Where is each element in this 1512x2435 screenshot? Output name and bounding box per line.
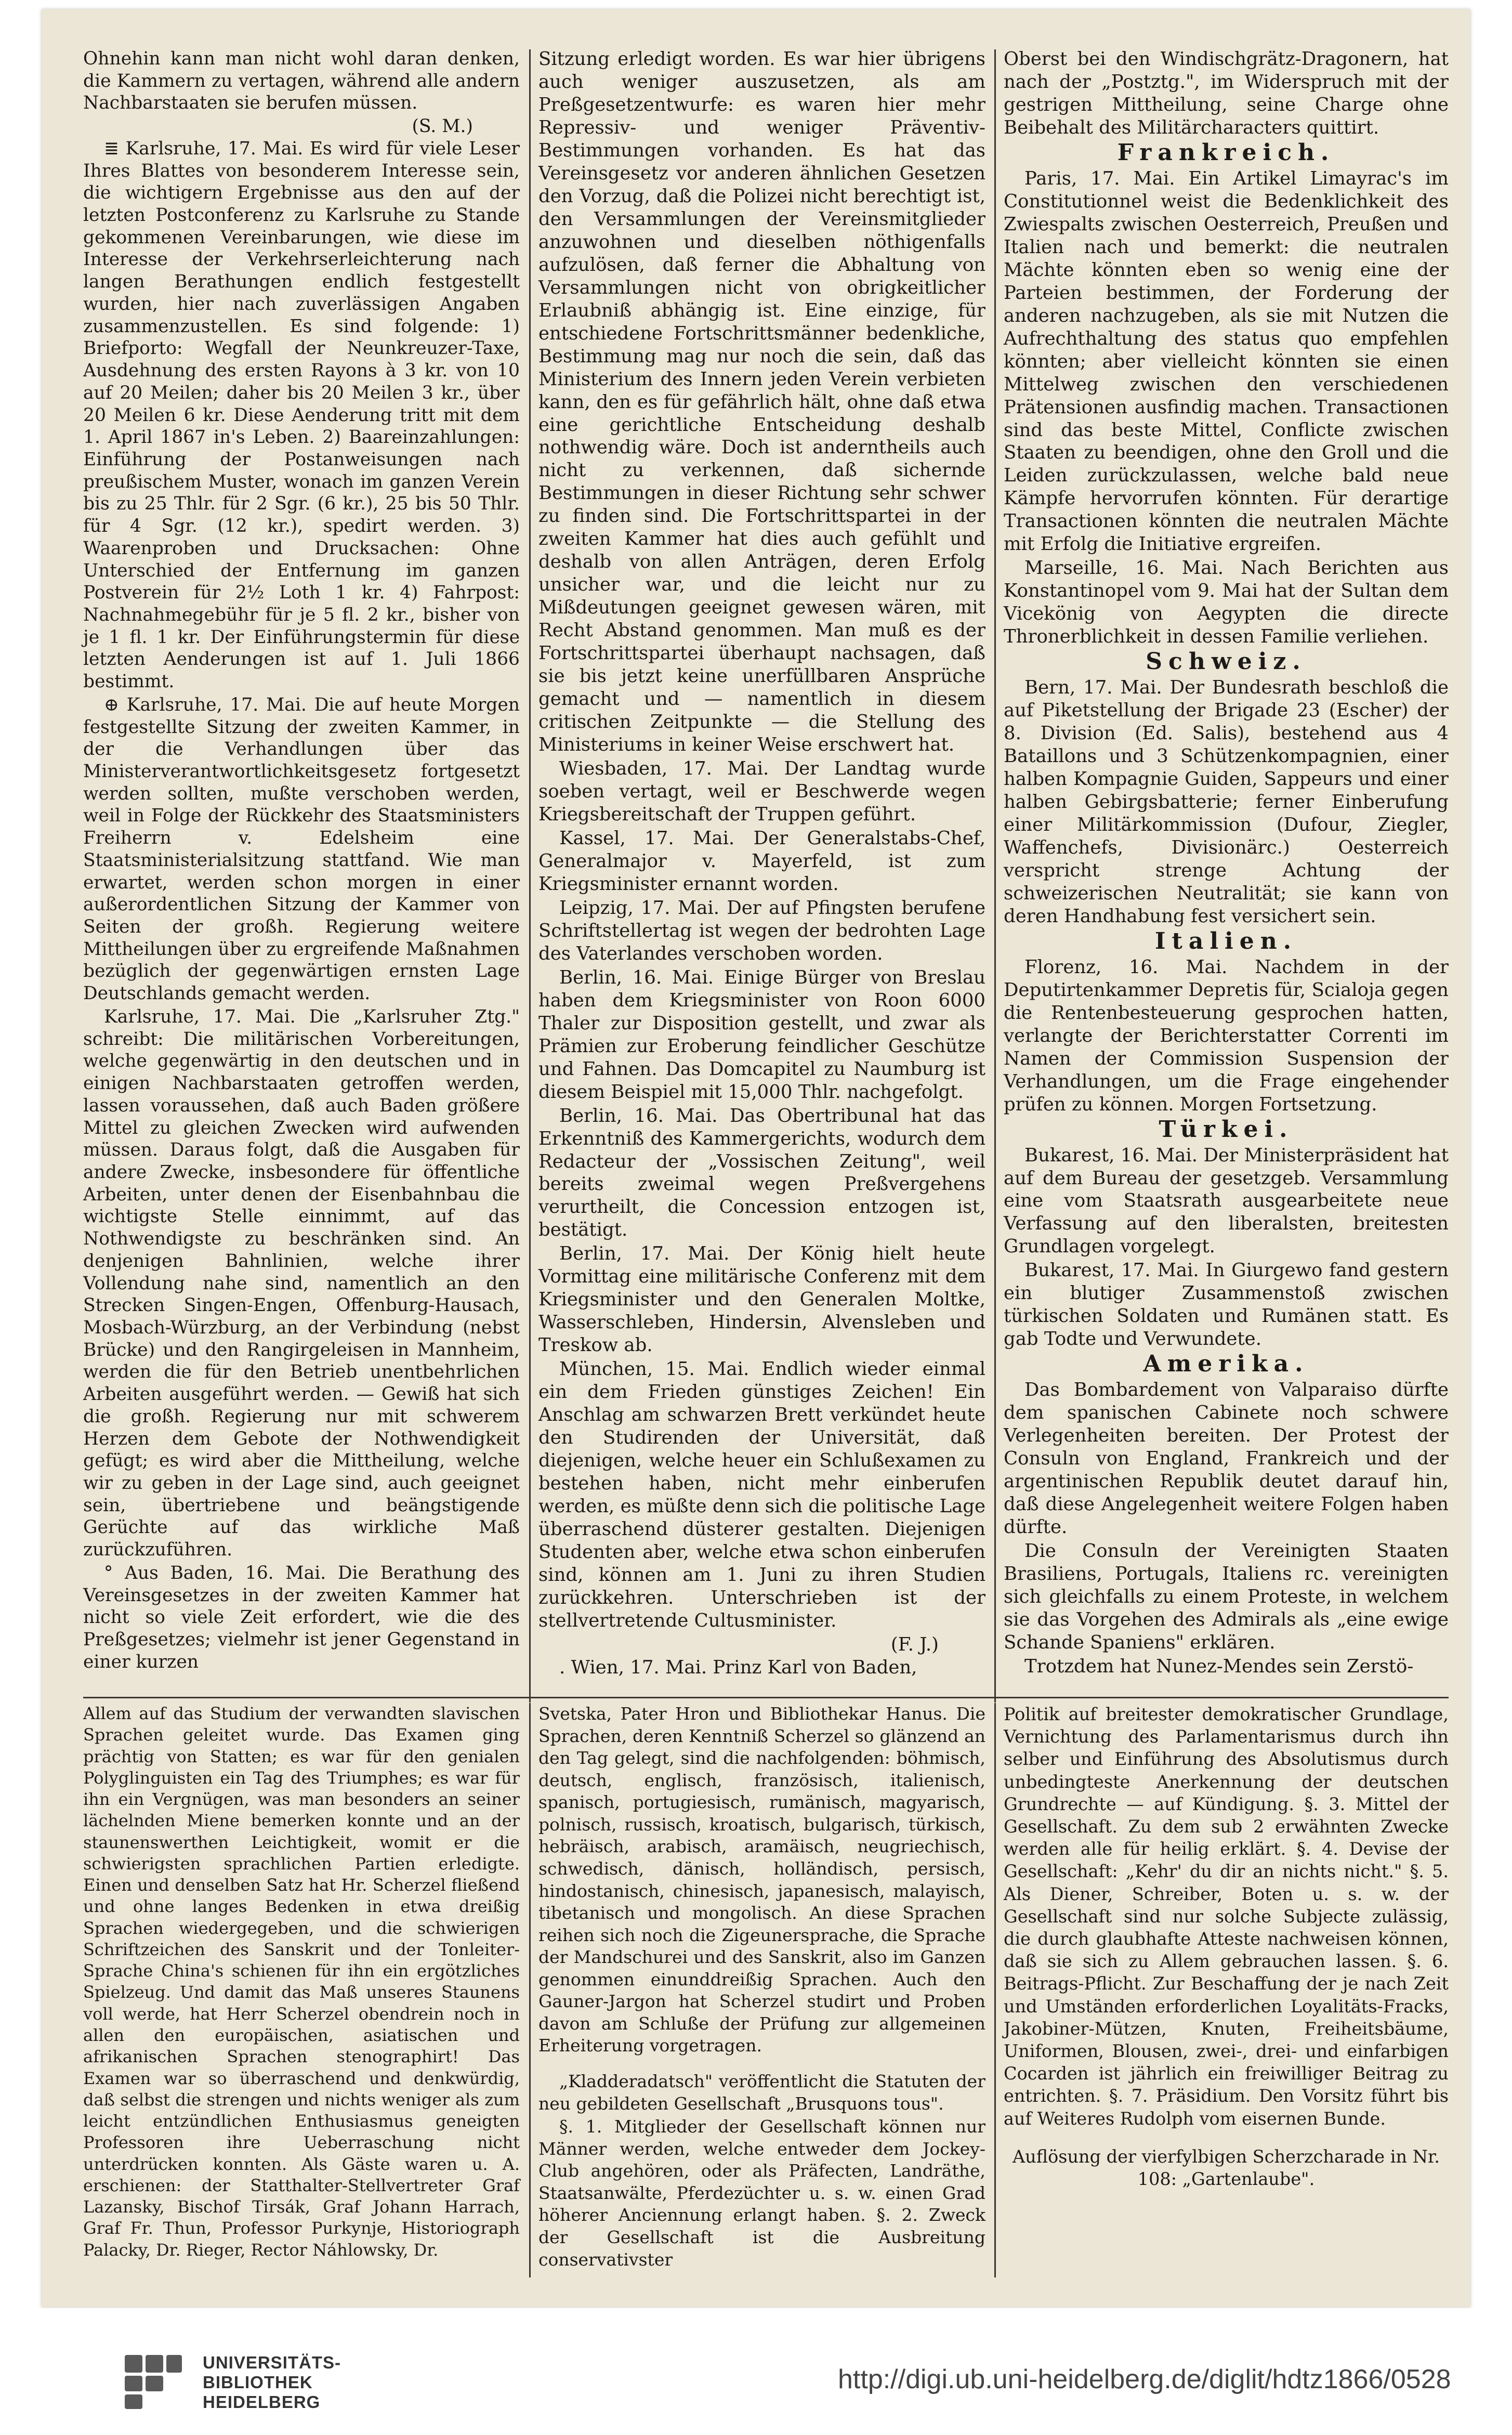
article-paragraph: ° Aus Baden, 16. Mai. Die Berathung des Vereinsgesetzes in der zweiten Kammer hat nicht so viele Zeit erfordert, wie die des Preßgesetzes; vielmehr ist jener Gegenstand in einer kurzen <box>83 1562 520 1672</box>
section-heading: Frankreich. <box>1117 139 1335 166</box>
article-paragraph: ≣ Karlsruhe, 17. Mai. Es wird für viele Leser Ihres Blattes von besonderem Interesse sein, die wichtigern Ergebnisse aus den auf der letzten Postconferenz zu Karlsruhe zu Stande gekommenen Vereinbarungen, wie diese im Interesse der Verkehrserleichterung nach langen Berathungen endlich festgestellt wurden, hier nach zuverlässigen Angaben zusammenzustellen. Es sind folgende: 1) Briefporto: Wegfall der Neunkreuzer-Taxe, Ausdehnung des ersten Rayons à 3 kr. von 10 auf 20 Meilen; daher bis 20 Meilen 3 kr., über 20 Meilen 6 kr. Diese Aenderung tritt mit dem 1. April 1867 in's Leben. 2) Baareinzahlungen: Einführung der Postanweisungen nach preußischem Muster, wonach im ganzen Verein bis zu 25 Thlr. für 2 Sgr. (6 kr.), 25 bis 50 Thlr. für 4 Sgr. (12 kr.), spedirt werden. 3) Waarenproben und Drucksachen: Ohne Unterschied der Entfernung im ganzen Postverein für 2½ Loth 1 kr. 4) Fahrpost: Nachnahmegebühr für je 5 fl. 2 kr., bisher von je 1 fl. 1 kr. Der Einführungstermin für diese letzten Aenderungen ist auf 1. Juli 1866 bestimmt. <box>83 138 520 692</box>
article-paragraph: Oberst bei den Windischgrätz-Dragonern, hat nach der „Postztg.", im Widerspruch mit der gestrigen Mittheilung, seine Charge ohne Beibehalt des Militärcharacters quittirt. <box>1004 48 1449 138</box>
column-1 <box>83 48 520 1674</box>
column-3 <box>1004 48 1449 1679</box>
column-2 <box>538 48 985 1680</box>
article-paragraph: Trotzdem hat Nunez-Mendes sein Zerstö- <box>1024 1655 1414 1677</box>
article-paragraph: Florenz, 16. Mai. Nachdem in der Deputirtenkammer Depretis für, Scialoja gegen die Rentenbesteuerung gesprochen hatten, verlangte der Berichterstatter Correnti im Namen der Commission Suspension der Verhandlungen, um die Frage eingehender prüfen zu können. Morgen Fortsetzung. <box>1004 956 1449 1115</box>
article-signature: (F. J.) <box>890 1633 939 1655</box>
logo-line-2: BIBLIOTHEK <box>203 2373 313 2392</box>
section-divider <box>83 1697 1449 1698</box>
article-paragraph: Bukarest, 16. Mai. Der Ministerpräsident hat auf dem Bureau der gesetzgeb. Versammlung eine vom Staatsrath ausgearbeitete neue Verfassung auf den liberalsten, breitesten Grundlagen vorgelegt. <box>1004 1144 1449 1258</box>
article-paragraph: Berlin, 16. Mai. Das Obertribunal hat das Erkenntniß des Kammergerichts, wodurch dem Redacteur der „Vossischen Zeitung", weil bereits zweimal wegen Preßvergehens verurtheilt, die Concession entzogen ist, bestätigt. <box>538 1105 985 1241</box>
article-paragraph: Svetska, Pater Hron und Bibliothekar Hanus. Die Sprachen, deren Kenntniß Scherzel so glänzend an den Tag gelegt, sind die nachfolgenden: böhmisch, deutsch, englisch, französisch, italienisch, spanisch, portugiesisch, rumänisch, magyarisch, polnisch, russisch, kroatisch, bulgarisch, türkisch, hebräisch, arabisch, aramäisch, neugriechisch, schwedisch, dänisch, holländisch, persisch, hindostanisch, chinesisch, japanesisch, malayisch, tibetanisch und mongolisch. An diese Sprachen reihen sich noch die Zigeunersprache, die Sprache der Mandschurei und des Sanskrit, also im Ganzen genommen einunddreißig Sprachen. Auch den Gauner-Jargon hat Scherzel studirt und Proben davon am Schluße der Prüfung zur allgemeinen Erheiterung vorgetragen. <box>538 1704 985 2056</box>
article-paragraph: Paris, 17. Mai. Ein Artikel Limayrac's im Constitutionnel weist die Bedenklichkeit des Zwiespalts zwischen Oesterreich, Preußen und Italien nach und bemerkt: die neutralen Mächte könnten eben so wenig eine der Parteien bestimmen, der Forderung der anderen nachzugeben, als sie mit Nutzen die Aufrechthaltung des status quo empfehlen könnten; aber vielleicht könnten sie einen Mittelweg zwischen den verschiedenen Prätensionen ausfindig machen. Transactionen sind das beste Mittel, Conflicte zwischen Staaten zu beendigen, ohne den Groll und die Leiden zurückzulassen, welche bald neue Kämpfe hervorrufen könnten. Für derartige Transactionen könnten die neutralen Mächte mit Erfolg die Initiative ergreifen. <box>1004 167 1449 555</box>
article-paragraph: ⊕ Karlsruhe, 17. Mai. Die auf heute Morgen festgestellte Sitzung der zweiten Kammer, in der die Verhandlungen über das Ministerverantwortlichkeitsgesetz fortgesetzt werden sollten, mußte verschoben werden, weil in Folge der Rückkehr des Staatsministers Freiherrn v. Edelsheim eine Staatsministerialsitzung stattfand. Wie man erwartet, werden schon morgen in einer außerordentlichen Sitzung der Kammer von Seiten der großh. Regierung weitere Mittheilungen über zu ergreifende Maßnahmen bezüglich der gegenwärtigen ernsten Lage Deutschlands gemacht werden. <box>83 694 520 1004</box>
bottom-divider-2 <box>994 1703 996 2277</box>
article-signature: (S. M.) <box>412 116 473 137</box>
article-paragraph: Bukarest, 17. Mai. In Giurgewo fand gestern ein blutiger Zusammenstoß zwischen türkischen Soldaten und Rumänen statt. Es gab Todte und Verwundete. <box>1004 1260 1449 1350</box>
logo-line-1: UNIVERSITÄTS- <box>203 2353 341 2372</box>
article-paragraph: „Kladderadatsch" veröffentlicht die Statuten der neu gebildeten Gesellschaft „Brusquons tous". <box>538 2071 985 2114</box>
library-logo-text <box>203 2353 341 2412</box>
article-paragraph: Marseille, 16. Mai. Nach Berichten aus Konstantinopel vom 9. Mai hat der Sultan dem Vicekönig von Aegypten die directe Thronerblichkeit in dessen Familie verliehen. <box>1004 557 1449 648</box>
article-paragraph: Karlsruhe, 17. Mai. Die „Karlsruher Ztg." schreibt: Die militärischen Vorbereitungen, welche gegenwärtig in den deutschen und in einigen Nachbarstaaten getroffen werden, lassen voraussehen, daß auch Baden größere Mittel zu gleichen Zwecken wird aufwenden müssen. Daraus folgt, daß die Ausgaben für andere Zwecke, insbesondere für öffentliche Arbeiten, unter denen der Eisenbahnbau die wichtigste Stelle einnimmt, auf das Nothwendigste zu beschränken sind. An denjenigen Bahnlinien, welche ihrer Vollendung nahe sind, namentlich an den Strecken Singen-Engen, Offenburg-Hausach, Mosbach-Würzburg, an der Verbindung (nebst Brücke) und den Rangirgeleisen in Mannheim, werden die für den Betrieb unentbehrlichen Arbeiten ausgeführt werden. — Gewiß hat sich die großh. Regierung nur mit schwerem Herzen dem Gebote der Nothwendigkeit gefügt; es wird aber die Mittheilung, welche wir zu geben in der Lage sind, auch geeignet sein, übertriebene und beängstigende Gerüchte auf das wirkliche Maß zurückzuführen. <box>83 1006 520 1561</box>
article-paragraph: Politik auf breitester demokratischer Grundlage, Vernichtung des Parlamentarismus durch ihn selber und Einführung des Absolutismus durch unbedingteste Anerkennung der deutschen Grundrechte — auf Kündigung. §. 3. Mittel der Gesellschaft. Zu dem sub 2 erwähnten Zwecke werden alle für heilig erklärt. §. 4. Devise der Gesellschaft: „Kehr' du dir an nichts nicht." §. 5. Als Diener, Schreiber, Boten u. s. w. der Gesellschaft sind nur solche Subjecte zulässig, die durch glaubhafte Atteste nachweisen können, daß sie sich zu Allem gebrauchen lassen. §. 6. Beitrags-Pflicht. Zur Beschaffung der je nach Zeit und Umständen erforderlichen Loyalitäts-Fracks, Jakobiner-Mützen, Knuten, Freiheitsbäume, Uniformen, Blousen, zwei-, drei- und einfarbigen Cocarden ist jährlich ein freiwilliger Beitrag zu entrichten. §. 7. Präsidium. Den Vorsitz führt bis auf Weiteres Rudolph vom eisernen Bunde. <box>1004 1704 1449 2129</box>
charade-solution: Auflösung der vierfylbigen Scherzcharade in Nr. 108: „Gartenlaube". <box>1012 2146 1440 2190</box>
article-paragraph: Wiesbaden, 17. Mai. Der Landtag wurde soeben vertagt, weil er Beschwerde wegen Kriegsbereitschaft der Truppen geführt. <box>538 758 985 825</box>
article-paragraph: München, 15. Mai. Endlich wieder einmal ein dem Frieden günstiges Zeichen! Ein Anschlag am schwarzen Brett verkündet heute den Studirenden der Universität, daß diejenigen, welche heuer ein Schlußexamen zu bestehen haben, nicht mehr einberufen werden, es müßte denn sich die politische Lage überraschend düsterer gestalten. Diejenigen Studenten aber, welche etwa schon einberufen sind, können am 1. Juni zu ihren Studien zurückkehren. Unterschrieben ist der stellvertretende Cultusminister. <box>538 1358 985 1631</box>
article-paragraph: Berlin, 17. Mai. Der König hielt heute Vormittag eine militärische Conferenz mit dem Kriegsminister und den Generalen Moltke, Wasserschleben, Hindersin, Alvensleben und Treskow ab. <box>538 1243 985 1356</box>
bottom-column-2 <box>538 1703 985 2272</box>
column-divider-1 <box>529 49 531 1703</box>
bottom-divider-1 <box>529 1703 531 2277</box>
logo-line-3: HEIDELBERG <box>203 2392 321 2412</box>
article-paragraph: Sitzung erledigt worden. Es war hier übrigens auch weniger auszusetzen, als am Preßgesetzentwurfe: es waren hier mehr Repressiv- und weniger Präventiv-Bestimmungen vorhanden. Es hat das Vereinsgesetz vor anderen ähnlichen Gesetzen den Vorzug, daß die Polizei nicht berechtigt ist, den Versammlungen der Vereinsmitglieder anzuwohnen und dieselben nöthigenfalls aufzulösen, daß ferner die Abhaltung von Versammlungen nicht von obrigkeitlicher Erlaubniß abhängig ist. Eine einzige, für entschiedene Fortschrittsmänner bedenkliche, Bestimmung mag nur noch die sein, daß das Ministerium des Innern jeden Verein verbieten kann, den es für gefährlich hält, ohne daß etwa eine gerichtliche Entscheidung deshalb nothwendig wäre. Doch ist anderntheils auch nicht zu verkennen, daß sichernde Bestimmungen in dieser Richtung sehr schwer zu finden sind. Die Fortschrittspartei in der zweiten Kammer hat dies auch gefühlt und deshalb von allen Anträgen, deren Erfolg unsicher war, und die leicht nur zu Mißdeutungen geeignet gewesen wären, mit Recht Abstand genommen. Man muß es der Fortschrittspartei überhaupt nachsagen, daß sie bis jetzt keine unerfüllbaren Ansprüche gemacht und — namentlich in diesem critischen Zeitpunkte — die Stellung des Ministeriums in keiner Weise erschwert hat. <box>538 48 985 756</box>
article-paragraph: Allem auf das Studium der verwandten slavischen Sprachen geleitet wurde. Das Examen ging prächtig von Statten; es war für den genialen Polyglinguisten ein Tag des Triumphes; es war für ihn ein Vergnügen, was man besonders an seiner lächelnden Miene bemerken konnte und an der staunenswerthen Leichtigkeit, womit er die schwierigsten sprachlichen Partien erledigte. Einen und denselben Satz hat Hr. Scherzel fließend und ohne langes Bedenken in etwa dreißig Sprachen wiedergegeben, und die schwierigen Schriftzeichen des Sanskrit und der Tonleiter-Sprache China's schienen für ihn ein ergötzliches Spielzeug. Und damit das Maß unseres Staunens voll werde, hat Herr Scherzel obendrein noch in allen den europäischen, asiatischen und afrikanischen Sprachen stenographirt! Das Examen war so überraschend und denkwürdig, daß selbst die strengen und nichts weniger als zum leicht entzündlichen Enthusiasmus geneigten Professoren ihre Ueberraschung nicht unterdrücken konnten. Als Gäste waren u. A. erschienen: der Statthalter-Stellvertreter Graf Lazansky, Bischof Tirsák, Graf Johann Harrach, Graf Fr. Thun, Professor Purkynje, Historiograph Palacky, Dr. Rieger, Rector Náhlowsky, Dr. <box>83 1704 520 2260</box>
article-paragraph: Die Consuln der Vereinigten Staaten Brasiliens, Portugals, Italiens rc. vereinigten sich gleichfalls zu einem Proteste, in welchem sie das Vorgehen des Admirals als „eine ewige Schande Spaniens" erklären. <box>1004 1540 1449 1653</box>
column-divider-2 <box>994 49 996 1703</box>
article-paragraph: . Wien, 17. Mai. Prinz Karl von Baden, <box>559 1656 917 1678</box>
bottom-column-3 <box>1004 1703 1449 2191</box>
article-paragraph: Leipzig, 17. Mai. Der auf Pfingsten berufene Schriftstellertag ist wegen der bedrohten Lage des Vaterlandes verschoben worden. <box>538 897 985 964</box>
article-paragraph: Kassel, 17. Mai. Der Generalstabs-Chef, Generalmajor v. Mayerfeld, ist zum Kriegsminister ernannt worden. <box>538 827 985 895</box>
article-paragraph: Bern, 17. Mai. Der Bundesrath beschloß die auf Piketstellung der Brigade 23 (Escher) der 8. Division (Ed. Salis), bestehend aus 4 Bataillons und 3 Schützenkompagnien, einer halben Kompagnie Guiden, Sappeurs und einer halben Gebirgsbatterie; ferner Einberufung einer Militärkommission (Dufour, Ziegler, Waffenchefs, Divisionärc.) Oesterreich verspricht strenge Achtung der schweizerischen Neutralität; sie kann von deren Handhabung fest versichert sein. <box>1004 677 1449 927</box>
library-footer <box>0 2308 1512 2435</box>
article-paragraph: Berlin, 16. Mai. Einige Bürger von Breslau haben dem Kriegsminister von Roon 6000 Thaler zur Disposition gestellt, und zwar als Prämien zur Eroberung feindlicher Geschütze und Fahnen. Das Domcapitel zu Naumburg ist diesem Beispiel mit 15,000 Thlr. nachgefolgt. <box>538 966 985 1103</box>
article-paragraph: §. 1. Mitglieder der Gesellschaft können nur Männer werden, welche entweder dem Jockey-Club angehören, oder als Präfecten, Landräthe, Staatsanwälte, Pferdezüchter u. s. w. einen Grad höherer Anciennung erlangt haben. §. 2. Zweck der Gesellschaft ist die Ausbreitung conservativster <box>538 2116 985 2270</box>
permalink-url[interactable]: http://digi.ub.uni-heidelberg.de/diglit/hdtz1866/0528 <box>838 2364 1451 2394</box>
bottom-column-1 <box>83 1703 520 2262</box>
section-heading: Italien. <box>1154 927 1298 954</box>
section-heading: Türkei. <box>1159 1116 1294 1143</box>
article-paragraph: Ohnehin kann man nicht wohl daran denken, die Kammern zu vertagen, während alle andern Nachbarstaaten sie berufen müssen. <box>83 48 520 114</box>
article-paragraph: Das Bombardement von Valparaiso dürfte dem spanischen Cabinete noch schwere Verlegenheiten bereiten. Der Protest der Consuln von England, Frankreich und der argentinischen Republik deutet darauf hin, daß diese Angelegenheit weitere Folgen haben dürfte. <box>1004 1379 1449 1538</box>
section-heading: Schweiz. <box>1146 648 1307 675</box>
section-heading: Amerika. <box>1143 1351 1309 1378</box>
university-library-logo-icon <box>120 2350 187 2412</box>
